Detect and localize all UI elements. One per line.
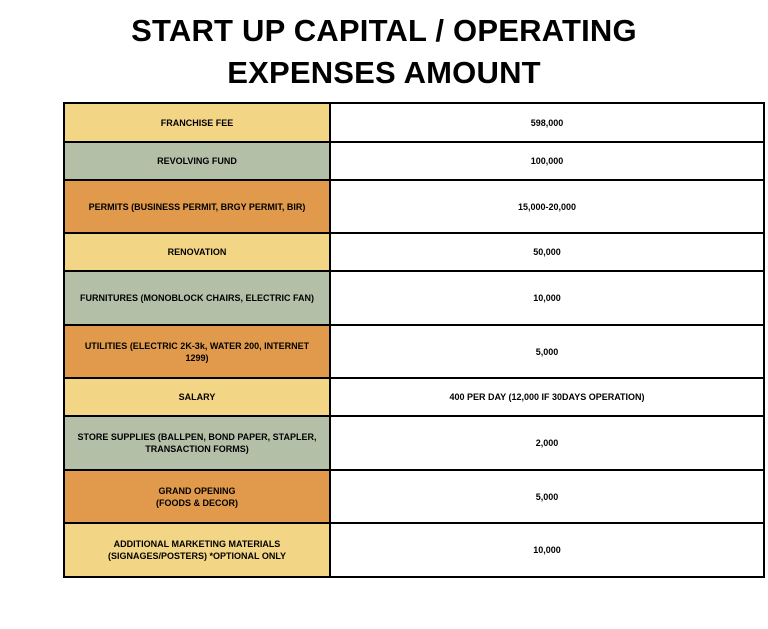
expense-amount-cell: 10,000: [330, 523, 764, 577]
expense-amount-cell: 5,000: [330, 470, 764, 523]
table-row: [64, 271, 764, 325]
page-title: [0, 10, 768, 94]
table-row: [64, 523, 764, 577]
expense-amount-cell: 10,000: [330, 271, 764, 325]
expense-amount-cell: 400 PER DAY (12,000 IF 30DAYS OPERATION): [330, 378, 764, 416]
expense-amount-cell: 5,000: [330, 325, 764, 378]
expense-amount-cell: 100,000: [330, 142, 764, 180]
table-row: [64, 142, 764, 180]
expense-item-cell: UTILITIES (ELECTRIC 2K-3k, WATER 200, INTERNET 1299): [64, 325, 330, 378]
expense-item-cell: GRAND OPENING (FOODS & DECOR): [64, 470, 330, 523]
expense-item-cell: STORE SUPPLIES (BALLPEN, BOND PAPER, STAPLER, TRANSACTION FORMS): [64, 416, 330, 470]
table-row: [64, 180, 764, 233]
table-row: [64, 416, 764, 470]
expense-item-cell: SALARY: [64, 378, 330, 416]
page-title-line-2: EXPENSES AMOUNT: [227, 55, 541, 90]
expenses-table: [63, 102, 765, 578]
expense-amount-cell: 15,000-20,000: [330, 180, 764, 233]
expense-item-cell: RENOVATION: [64, 233, 330, 271]
expense-item-cell: PERMITS (BUSINESS PERMIT, BRGY PERMIT, BIR): [64, 180, 330, 233]
expense-item-cell: FRANCHISE FEE: [64, 103, 330, 142]
table-row: [64, 233, 764, 271]
table-row: [64, 325, 764, 378]
page-title-line-1: START UP CAPITAL / OPERATING: [131, 13, 637, 48]
expense-amount-cell: 50,000: [330, 233, 764, 271]
table-row: [64, 470, 764, 523]
expense-item-cell: REVOLVING FUND: [64, 142, 330, 180]
expense-item-cell: FURNITURES (MONOBLOCK CHAIRS, ELECTRIC FAN): [64, 271, 330, 325]
table-row: [64, 378, 764, 416]
expense-amount-cell: 598,000: [330, 103, 764, 142]
expense-item-cell: ADDITIONAL MARKETING MATERIALS (SIGNAGES/POSTERS) *OPTIONAL ONLY: [64, 523, 330, 577]
table-row: [64, 103, 764, 142]
expense-amount-cell: 2,000: [330, 416, 764, 470]
